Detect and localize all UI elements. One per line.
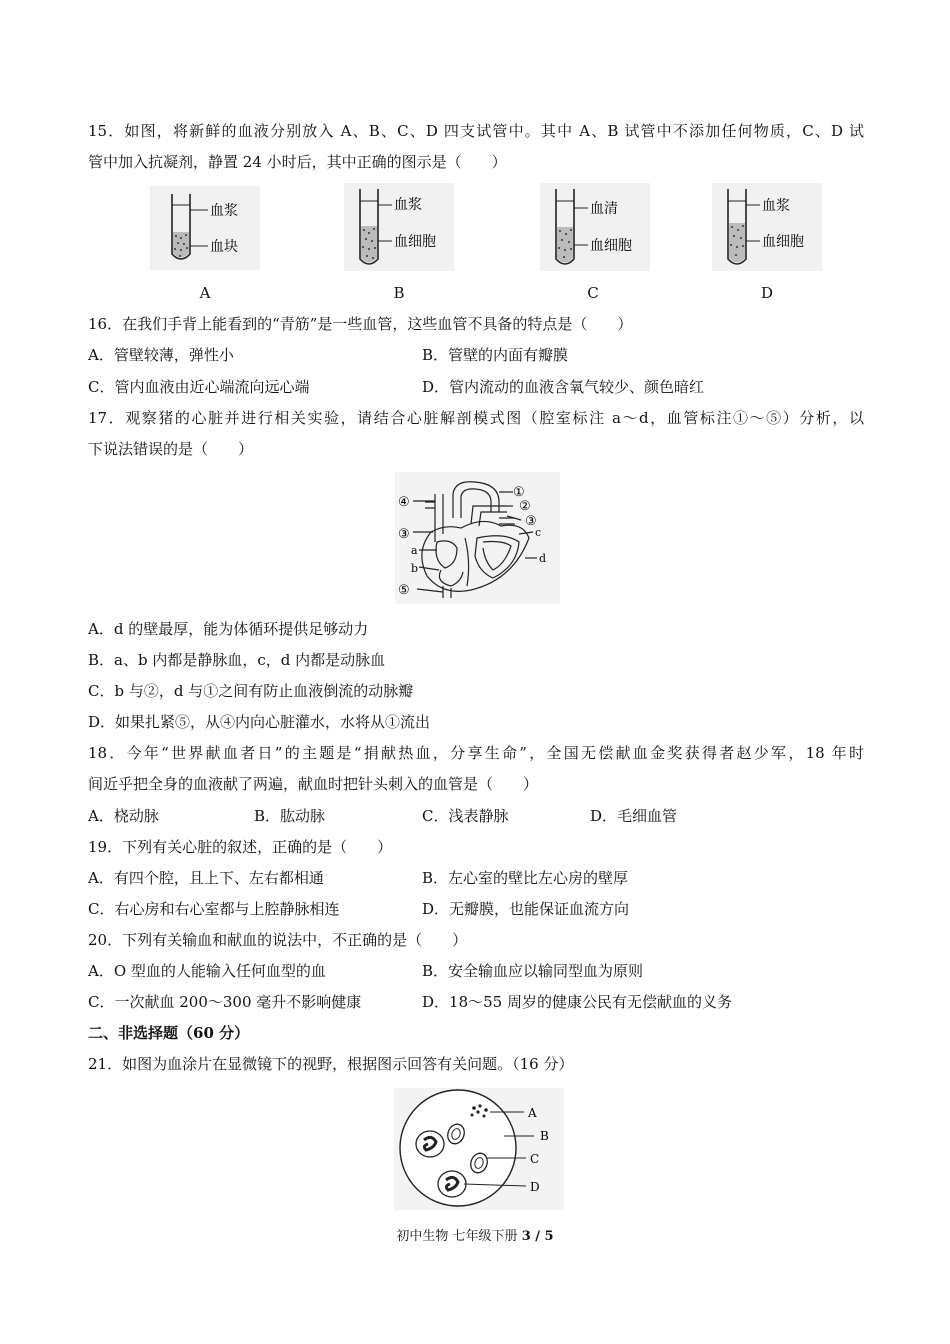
footer-page-number: 3 / 5 bbox=[521, 1229, 554, 1244]
q15-stem-line1: 15．如图，将新鲜的血液分别放入 A、B、C、D 四支试管中。其中 A、B 试管中不添加任何物质，C、D 试 bbox=[88, 122, 864, 140]
q18-option-d: D．毛细血管 bbox=[590, 807, 678, 825]
q15-stem-line2: 管中加入抗凝剂，静置 24 小时后，其中正确的图示是（ ） bbox=[88, 153, 507, 171]
q16-option-a: A．管壁较薄，弹性小 bbox=[88, 346, 234, 364]
q16-option-d: D．管内流动的血液含氧气较少、颜色暗红 bbox=[422, 378, 705, 396]
smear-label-a: A bbox=[528, 1106, 537, 1120]
q20-option-d: D．18～55 周岁的健康公民有无偿献血的义务 bbox=[422, 993, 732, 1011]
tube-c-bottom-label: 血细胞 bbox=[590, 238, 632, 254]
q19-option-b: B．左心室的壁比左心房的壁厚 bbox=[422, 869, 629, 887]
q20-option-a: A．O 型血的人能输入任何血型的血 bbox=[88, 962, 326, 980]
test-tube-figure-b bbox=[344, 183, 454, 271]
tube-d-bottom-label: 血细胞 bbox=[762, 234, 804, 250]
tube-a-bottom-label: 血块 bbox=[210, 239, 238, 255]
test-tube-figure-c bbox=[540, 183, 650, 271]
heart-label-c: c bbox=[535, 526, 542, 539]
q19-option-a: A．有四个腔，且上下、左右都相通 bbox=[88, 869, 324, 887]
q17-option-a: A．d 的壁最厚，能为体循环提供足够动力 bbox=[88, 620, 369, 638]
q19-option-d: D．无瓣膜，也能保证血流方向 bbox=[422, 900, 630, 918]
q18-stem-line1: 18．今年“世界献血者日”的主题是“捐献热血，分享生命”，全国无偿献血金奖获得者赵少军，18 年时 bbox=[88, 744, 864, 762]
heart-label-a: a bbox=[411, 544, 418, 557]
q19-option-c: C．右心房和右心室都与上腔静脉相连 bbox=[88, 900, 340, 918]
q20-option-b: B．安全输血应以输同型血为原则 bbox=[422, 962, 644, 980]
heart-label-3-left: ③ bbox=[398, 527, 410, 542]
tube-caption-b: B bbox=[393, 284, 405, 302]
footer-subject: 初中生物 七年级下册 bbox=[396, 1229, 522, 1244]
smear-label-b: B bbox=[540, 1129, 549, 1143]
heart-label-4: ④ bbox=[398, 495, 410, 510]
heart-label-3-right: ③ bbox=[525, 514, 537, 529]
test-tube-figure-a bbox=[150, 186, 260, 270]
test-tube-figure-d bbox=[712, 183, 822, 271]
heart-label-b: b bbox=[411, 562, 419, 575]
blood-smear-diagram bbox=[394, 1088, 564, 1210]
q21-stem: 21．如图为血涂片在显微镜下的视野，根据图示回答有关问题。（16 分） bbox=[88, 1055, 574, 1073]
tube-c-top-label: 血清 bbox=[590, 201, 618, 217]
tube-d-top-label: 血浆 bbox=[762, 198, 790, 214]
q17-option-d: D．如果扎紧⑤，从④内向心脏灌水，水将从①流出 bbox=[88, 713, 431, 731]
tube-caption-c: C bbox=[587, 284, 599, 302]
q18-stem-line2: 间近乎把全身的血液献了两遍，献血时把针头刺入的血管是（ ） bbox=[88, 775, 539, 793]
q17-option-b: B．a、b 内都是静脉血，c，d 内都是动脉血 bbox=[88, 651, 386, 669]
tube-a-top-label: 血浆 bbox=[210, 203, 238, 219]
q17-stem-line1: 17．观察猪的心脏并进行相关实验，请结合心脏解剖模式图（腔室标注 a～d，血管标注①～⑤）分析，以 bbox=[88, 409, 864, 427]
page-footer bbox=[0, 1225, 950, 1244]
heart-label-5: ⑤ bbox=[398, 583, 410, 598]
section-heading: 二、非选择题（60 分） bbox=[88, 1024, 250, 1042]
heart-label-d: d bbox=[539, 552, 547, 565]
q17-stem-line2: 下说法错误的是（ ） bbox=[88, 440, 254, 458]
q19-stem: 19．下列有关心脏的叙述，正确的是（ ） bbox=[88, 838, 393, 856]
heart-label-1: ① bbox=[513, 485, 525, 500]
tube-b-top-label: 血浆 bbox=[394, 197, 422, 213]
q16-option-c: C．管内血液由近心端流向远心端 bbox=[88, 378, 310, 396]
heart-anatomy-diagram bbox=[395, 472, 560, 604]
tube-b-bottom-label: 血细胞 bbox=[394, 234, 436, 250]
q18-option-c: C．浅表静脉 bbox=[422, 807, 509, 825]
smear-label-d: D bbox=[530, 1180, 540, 1194]
q16-option-b: B．管壁的内面有瓣膜 bbox=[422, 346, 569, 364]
q18-option-a: A．桡动脉 bbox=[88, 807, 159, 825]
tube-caption-d: D bbox=[760, 284, 774, 302]
smear-label-c: C bbox=[530, 1152, 540, 1166]
q16-stem: 16．在我们手背上能看到的“青筋”是一些血管，这些血管不具备的特点是（ ） bbox=[88, 315, 633, 333]
heart-label-2: ② bbox=[519, 499, 531, 514]
q20-option-c: C．一次献血 200～300 毫升不影响健康 bbox=[88, 993, 362, 1011]
q18-option-b: B．肱动脉 bbox=[254, 807, 326, 825]
q20-stem: 20．下列有关输血和献血的说法中，不正确的是（ ） bbox=[88, 931, 468, 949]
tube-caption-a: A bbox=[199, 284, 211, 302]
q17-option-c: C．b 与②，d 与①之间有防止血液倒流的动脉瓣 bbox=[88, 682, 414, 700]
